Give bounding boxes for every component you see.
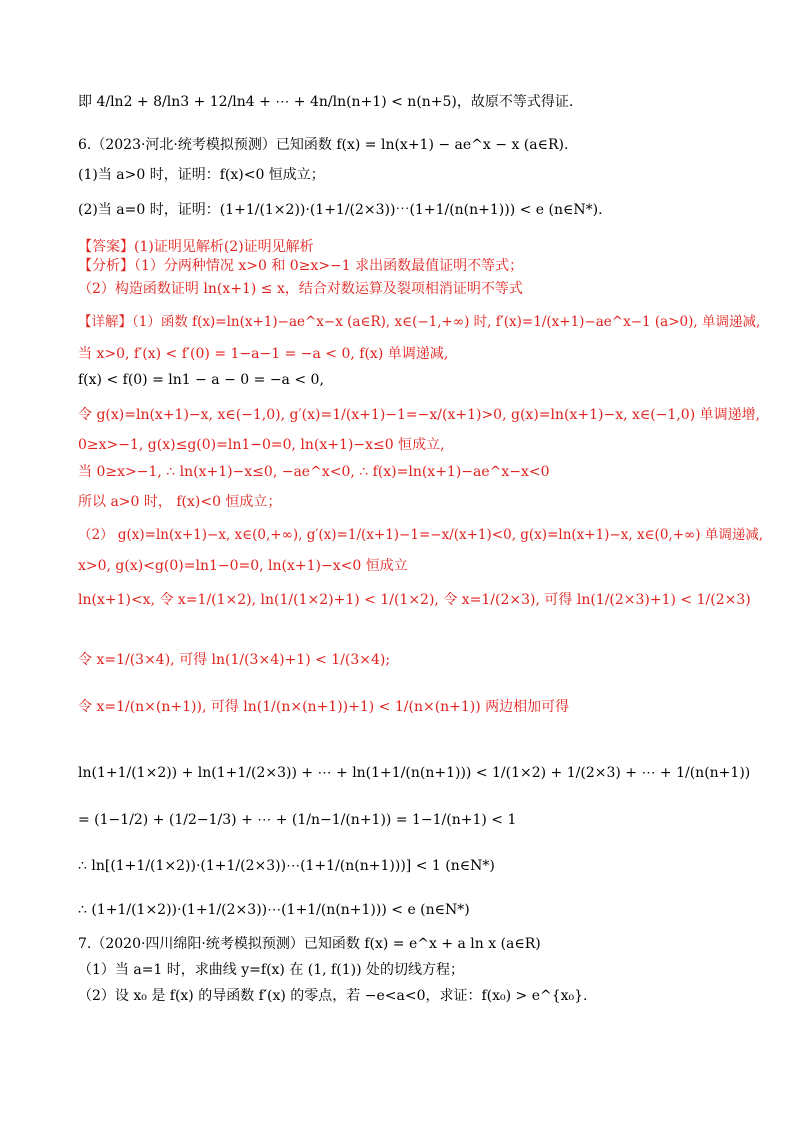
text-line: （1）当 a=1 时，求曲线 y=f(x) 在 (1, f(1)) 处的切线方程；: [78, 962, 464, 978]
text-line: 【答案】(1)证明见解析(2)证明见解析: [78, 239, 314, 255]
text-line: (2)当 a=0 时，证明：(1+1/(1×2))·(1+1/(2×3))⋯(1+1/(n(n+1))) < e (n∈N*).: [78, 202, 603, 218]
text-line: 令 x=1/(n×(n+1)), 可得 ln(1/(n×(n+1))+1) < 1/(n×(n+1)) 两边相加可得: [78, 699, 570, 715]
text-line: = (1−1/2) + (1/2−1/3) + ⋯ + (1/n−1/(n+1)) = 1−1/(n+1) < 1: [78, 812, 517, 828]
text-line: （2）设 x₀ 是 f(x) 的导函数 f′(x) 的零点，若 −e<a<0，求证：f(x₀) > e^{x₀}.: [78, 988, 588, 1004]
text-line: 7.（2020·四川绵阳·统考模拟预测）已知函数 f(x) = e^x + a ln x (a∈R): [78, 936, 541, 952]
text-line: 【分析】（1）分两种情况 x>0 和 0≥x>−1 求出函数最值证明不等式；: [78, 258, 524, 274]
text-line: 令 x=1/(3×4), 可得 ln(1/(3×4)+1) < 1/(3×4);: [78, 652, 391, 668]
text-line: 即 4/ln2 + 8/ln3 + 12/ln4 + ⋯ + 4n/ln(n+1) < n(n+5)，故原不等式得证.: [78, 94, 574, 110]
text-line: 【详解】（1）函数 f(x)=ln(x+1)−ae^x−x (a∈R), x∈(−1,+∞) 时, f′(x)=1/(x+1)−ae^x−1 (a>0), 单调递减,: [78, 314, 761, 330]
text-line: ∴ ln[(1+1/(1×2))·(1+1/(2×3))⋯(1+1/(n(n+1)))] < 1 (n∈N*): [78, 858, 495, 874]
text-line: (1)当 a>0 时，证明：f(x)<0 恒成立；: [78, 167, 325, 183]
text-line: ln(1+1/(1×2)) + ln(1+1/(2×3)) + ⋯ + ln(1+1/(n(n+1))) < 1/(1×2) + 1/(2×3) + ⋯ + 1/(n(n+1)): [78, 765, 751, 781]
text-line: 当 0≥x>−1, ∴ ln(x+1)−x≤0, −ae^x<0, ∴ f(x)=ln(x+1)−ae^x−x<0: [78, 464, 550, 480]
text-line: ∴ (1+1/(1×2))·(1+1/(2×3))⋯(1+1/(n(n+1))) < e (n∈N*): [78, 902, 470, 918]
text-line: f(x) < f(0) = ln1 − a − 0 = −a < 0,: [78, 372, 324, 388]
text-line: （2） g(x)=ln(x+1)−x, x∈(0,+∞), g′(x)=1/(x+1)−1=−x/(x+1)<0, g(x)=ln(x+1)−x, x∈(0,+∞) 单调递减,: [78, 527, 764, 543]
text-line: 当 x>0, f′(x) < f′(0) = 1−a−1 = −a < 0, f(x) 单调递减,: [78, 346, 449, 362]
text-line: 6.（2023·河北·统考模拟预测）已知函数 f(x) = ln(x+1) − ae^x − x (a∈R).: [78, 137, 569, 153]
text-line: 令 g(x)=ln(x+1)−x, x∈(−1,0), g′(x)=1/(x+1)−1=−x/(x+1)>0, g(x)=ln(x+1)−x, x∈(−1,0) 单调递增,: [78, 407, 761, 423]
text-line: （2）构造函数证明 ln(x+1) ≤ x，结合对数运算及裂项相消证明不等式: [78, 281, 523, 297]
text-line: 所以 a>0 时， f(x)<0 恒成立；: [78, 494, 282, 510]
text-line: ln(x+1)<x, 令 x=1/(1×2), ln(1/(1×2)+1) < 1/(1×2), 令 x=1/(2×3), 可得 ln(1/(2×3)+1) < 1/(2×3): [78, 592, 751, 608]
text-line: 0≥x>−1, g(x)≤g(0)=ln1−0=0, ln(x+1)−x≤0 恒成立,: [78, 437, 445, 453]
text-line: x>0, g(x)<g(0)=ln1−0=0, ln(x+1)−x<0 恒成立: [78, 558, 408, 574]
